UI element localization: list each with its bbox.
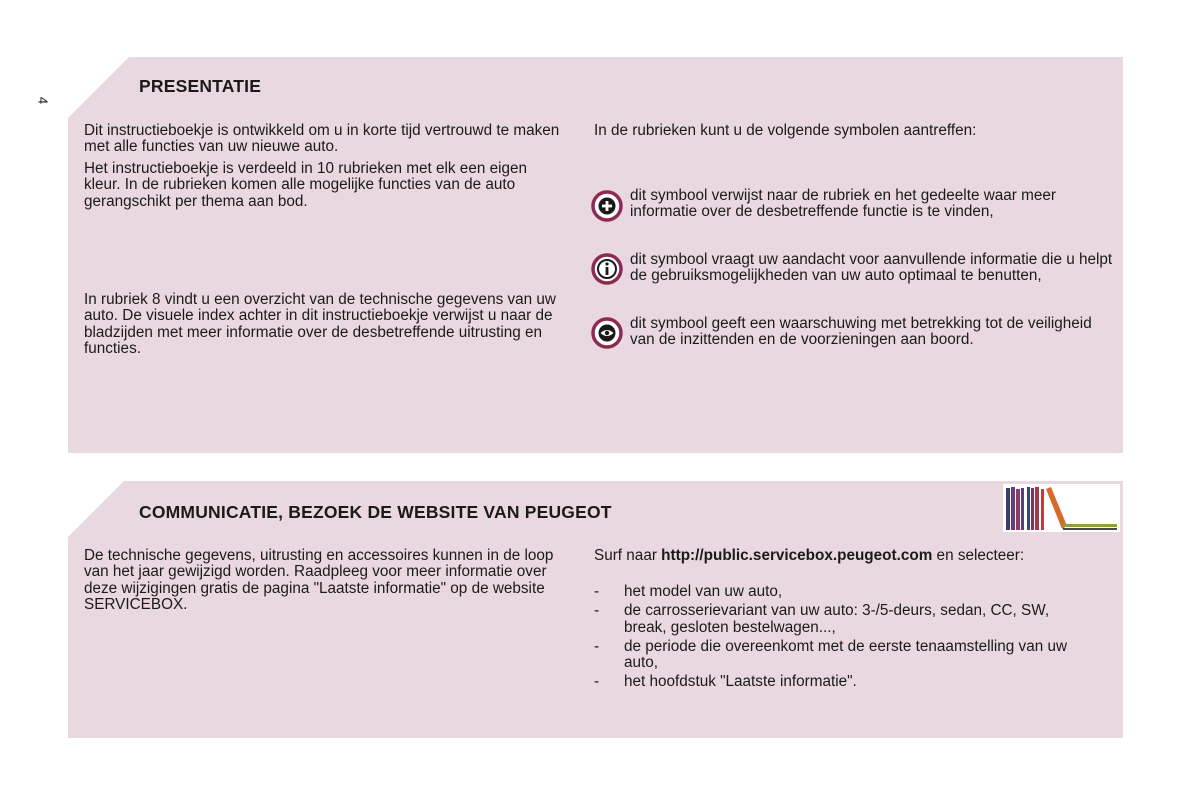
list-item-text: de carrosserievariant van uw auto: 3-/5-deurs, sedan, CC, SW, break, gesloten bestelwagen..., — [624, 602, 1050, 636]
list-item — [594, 584, 1094, 600]
list-dash: - — [594, 602, 600, 620]
intro-paragraph: Dit instructieboekje is ontwikkeld om u in korte tijd vertrouwd te maken met alle functies van uw nieuwe auto. — [84, 122, 560, 156]
surf-paragraph — [594, 548, 1054, 564]
surf-prefix: Surf naar — [594, 547, 662, 564]
list-item — [594, 674, 1094, 690]
selection-list — [594, 584, 1094, 694]
servicebox-link[interactable]: http://public.servicebox.peugeot.com — [661, 547, 933, 564]
list-item-text: de periode die overeenkomt met de eerste tenaamstelling van uw auto, — [624, 637, 1068, 672]
list-item — [594, 639, 1094, 672]
info-symbol-text: dit symbool vraagt uw aandacht voor aanvullende informatie die u helpt de gebruiksmogelijkheden van uw auto optimaal te benutten, — [630, 251, 1113, 285]
list-item-text: het hoofdstuk "Laatste informatie". — [624, 673, 857, 691]
list-item-text: het model van uw auto, — [624, 583, 783, 600]
list-dash: - — [594, 673, 600, 691]
page-number: 4 — [35, 96, 51, 105]
surf-suffix: en selecteer: — [932, 547, 1025, 564]
list-dash: - — [594, 637, 600, 655]
info-icon — [591, 253, 623, 285]
section-title-presentation: PRESENTATIE — [139, 76, 262, 96]
plus-symbol-text: dit symbool verwijst naar de rubriek en het gedeelte waar meer informatie over de desbetreffende functie is te vinden, — [630, 187, 1056, 221]
technical-paragraph: In rubriek 8 vindt u een overzicht van de technische gegevens van uw auto. De visuele index achter in dit instructieboekje verwijst u naar de bladzijden met meer informatie over de desbetreffende uitrusting en functies. — [84, 291, 556, 357]
changes-paragraph: De technische gegevens, uitrusting en accessoires kunnen in de loop van het jaar gewijzigd worden. Raadpleeg voor meer informatie over deze wijzigingen gratis de pagina "Laatste informatie" op de website SERVICEBOX. — [84, 547, 554, 613]
symbols-intro: In de rubrieken kunt u de volgende symbolen aantreffen: — [594, 122, 977, 139]
structure-paragraph: Het instructieboekje is verdeeld in 10 rubrieken met elk een eigen kleur. In de rubrieken komen alle mogelijke functies van de auto gerangschikt per thema aan bod. — [84, 160, 528, 210]
plus-icon — [591, 190, 623, 222]
section-title-communication: COMMUNICATIE, BEZOEK DE WEBSITE VAN PEUGEOT — [139, 502, 612, 522]
books-icon — [1003, 484, 1120, 532]
eye-icon — [591, 317, 623, 349]
eye-symbol-text: dit symbool geeft een waarschuwing met betrekking tot de veiligheid van de inzittenden en de voorzieningen aan boord. — [630, 315, 1092, 349]
list-item — [594, 603, 1094, 636]
list-dash: - — [594, 583, 600, 600]
